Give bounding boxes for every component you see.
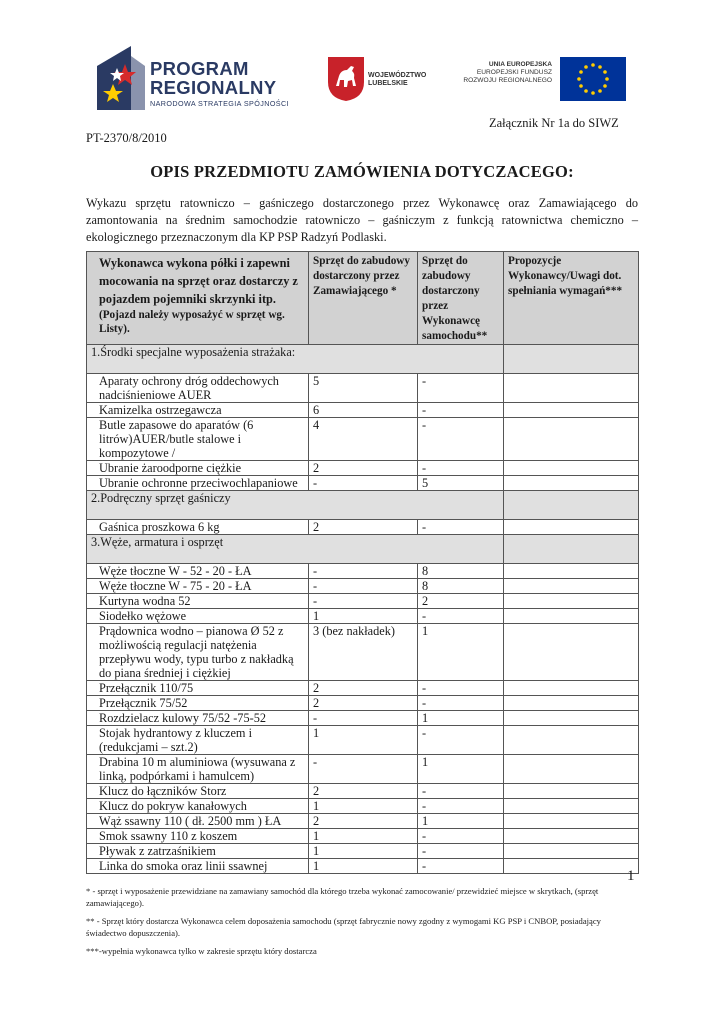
- header-col-client: [309, 252, 418, 345]
- item-name: Kamizelka ostrzegawcza: [87, 403, 309, 418]
- item-name: Przełącznik 75/52: [87, 696, 309, 711]
- contractor-quantity: 8: [418, 564, 504, 579]
- item-name: Stojak hydrantowy z kluczem i (redukcjami – szt.2): [87, 726, 309, 755]
- section-label: [87, 491, 504, 520]
- contractor-quantity: 1: [418, 755, 504, 784]
- header-col-remarks: [504, 252, 639, 345]
- table-row: [87, 814, 639, 829]
- equipment-table-body: [87, 252, 639, 874]
- section-label-text: 3.Węże, armatura i osprzęt: [91, 535, 224, 549]
- item-name: Ubranie żaroodporne ciężkie: [87, 461, 309, 476]
- client-quantity: 2: [309, 681, 418, 696]
- contractor-remarks: [504, 681, 639, 696]
- eu-logo-line3: ROZWOJU REGIONALNEGO: [463, 77, 552, 84]
- contractor-quantity: -: [418, 784, 504, 799]
- contractor-remarks: [504, 755, 639, 784]
- client-quantity: 2: [309, 696, 418, 711]
- footnote-1: * - sprzęt i wyposażenie przewidziane na zamawiany samochód dla którego trzeba wykonać zamocowanie/ przewidzieć miejsce w skrytkach, (sprzęt zamawiającego).: [86, 886, 599, 908]
- contractor-quantity: -: [418, 844, 504, 859]
- client-quantity: 4: [309, 418, 418, 461]
- item-name: Aparaty ochrony dróg oddechowych nadciśnieniowe AUER: [87, 374, 309, 403]
- equipment-table: [86, 251, 639, 874]
- contractor-remarks: [504, 711, 639, 726]
- table-row: [87, 726, 639, 755]
- client-quantity: 2: [309, 814, 418, 829]
- table-row: [87, 784, 639, 799]
- item-name: Smok ssawny 110 z koszem: [87, 829, 309, 844]
- contractor-remarks: [504, 784, 639, 799]
- contractor-remarks: [504, 461, 639, 476]
- client-quantity: 1: [309, 726, 418, 755]
- document-title: OPIS PRZEDMIOTU ZAMÓWIENIA DOTYCZACEGO:: [150, 162, 574, 181]
- item-name: Klucz do łączników Storz: [87, 784, 309, 799]
- client-quantity: -: [309, 594, 418, 609]
- table-row: [87, 696, 639, 711]
- table-row: [87, 476, 639, 491]
- eu-logo-line2: EUROPEJSKI FUNDUSZ: [476, 69, 552, 76]
- item-name: Klucz do pokryw kanałowych: [87, 799, 309, 814]
- contractor-quantity: -: [418, 374, 504, 403]
- contractor-quantity: -: [418, 609, 504, 624]
- contractor-quantity: 5: [418, 476, 504, 491]
- client-quantity: 1: [309, 799, 418, 814]
- contractor-remarks: [504, 374, 639, 403]
- item-name: Butle zapasowe do aparatów (6 litrów)AUER/butle stalowe i kompozytowe /: [87, 418, 309, 461]
- item-name: Węże tłoczne W - 52 - 20 - ŁA: [87, 564, 309, 579]
- contractor-quantity: -: [418, 829, 504, 844]
- contractor-remarks: [504, 403, 639, 418]
- contractor-quantity: -: [418, 681, 504, 696]
- contractor-quantity: -: [418, 859, 504, 874]
- reference-number: PT-2370/8/2010: [86, 131, 167, 145]
- contractor-remarks: [504, 859, 639, 874]
- item-name: Rozdzielacz kulowy 75/52 -75-52: [87, 711, 309, 726]
- section-header-row: [87, 491, 639, 520]
- table-row: [87, 624, 639, 681]
- contractor-remarks: [504, 696, 639, 711]
- contractor-remarks: [504, 726, 639, 755]
- table-row: [87, 829, 639, 844]
- contractor-quantity: -: [418, 799, 504, 814]
- annex-label: Załącznik Nr 1a do SIWZ: [489, 116, 619, 130]
- contractor-remarks: [504, 564, 639, 579]
- client-quantity: 1: [309, 829, 418, 844]
- contractor-remarks: [504, 814, 639, 829]
- contractor-remarks: [504, 579, 639, 594]
- contractor-quantity: 1: [418, 624, 504, 681]
- header-col3-text: Sprzęt do zabudowy dostarczony przez Wykonawcę samochodu**: [422, 255, 488, 342]
- client-quantity: -: [309, 755, 418, 784]
- header-col1-note: (Pojazd należy wyposażyć w sprzęt wg. Listy).: [99, 309, 285, 335]
- contractor-remarks: [504, 624, 639, 681]
- section-remarks-cell: [504, 491, 639, 520]
- item-name: Węże tłoczne W - 75 - 20 - ŁA: [87, 579, 309, 594]
- table-row: [87, 681, 639, 696]
- table-row: [87, 594, 639, 609]
- contractor-remarks: [504, 594, 639, 609]
- header-col-contractor: [418, 252, 504, 345]
- contractor-quantity: -: [418, 461, 504, 476]
- contractor-quantity: -: [418, 418, 504, 461]
- contractor-quantity: -: [418, 726, 504, 755]
- contractor-quantity: 1: [418, 711, 504, 726]
- section-header-row: [87, 345, 639, 374]
- table-header-row: [87, 252, 639, 345]
- table-row: [87, 711, 639, 726]
- client-quantity: 1: [309, 609, 418, 624]
- client-quantity: 1: [309, 844, 418, 859]
- section-remarks-cell: [504, 345, 639, 374]
- section-label-text: 1.Środki specjalne wyposażenia strażaka:: [91, 345, 296, 359]
- table-row: [87, 579, 639, 594]
- client-quantity: 1: [309, 859, 418, 874]
- contractor-quantity: 8: [418, 579, 504, 594]
- client-quantity: 5: [309, 374, 418, 403]
- client-quantity: -: [309, 476, 418, 491]
- contractor-remarks: [504, 476, 639, 491]
- client-quantity: 3 (bez nakładek): [309, 624, 418, 681]
- voivodeship-line2: LUBELSKIE: [368, 80, 408, 87]
- contractor-quantity: 2: [418, 594, 504, 609]
- table-row: [87, 799, 639, 814]
- item-name: Prądownica wodno – pianowa Ø 52 z możliwością regulacji natężenia przepływu wody, typu turbo z nakładką do piana średniej i ciężkiej: [87, 624, 309, 681]
- program-logo-subtitle: NARODOWA STRATEGIA SPÓJNOŚCI: [150, 99, 289, 108]
- program-logo-line1: PROGRAM: [150, 58, 249, 79]
- item-name: Kurtyna wodna 52: [87, 594, 309, 609]
- logo-grey-shape: [131, 56, 145, 110]
- header-col1-main: Wykonawca wykona półki i zapewni mocowania na sprzęt oraz dostarczy z pojazdem pojemniki skrzynki itp.: [99, 256, 298, 306]
- table-row: [87, 755, 639, 784]
- item-name: Drabina 10 m aluminiowa (wysuwana z linką, podpórkami i hamulcem): [87, 755, 309, 784]
- section-header-row: [87, 535, 639, 564]
- item-name: Gaśnica proszkowa 6 kg: [87, 520, 309, 535]
- table-row: [87, 859, 639, 874]
- voivodeship-line1: WOJEWÓDZTWO: [368, 72, 427, 79]
- client-quantity: 2: [309, 784, 418, 799]
- table-row: [87, 403, 639, 418]
- contractor-quantity: -: [418, 520, 504, 535]
- header-col2-text: Sprzęt do zabudowy dostarczony przez Zamawiającego *: [313, 255, 410, 297]
- section-label: [87, 535, 504, 564]
- intro-paragraph: Wykazu sprzętu ratowniczo – gaśniczego dostarczonego przez Wykonawcę oraz Zamawiającego do zamontowania na średnim samochodzie ratowniczo – gaśniczym z funkcją ratownictwa chemiczno – ekologicznego przeznaczonym dla KP PSP Radzyń Podlaski.: [86, 196, 638, 244]
- contractor-remarks: [504, 799, 639, 814]
- section-remarks-cell: [504, 535, 639, 564]
- header-col4-text: Propozycje Wykonawcy/Uwagi dot. spełniania wymagań***: [508, 255, 623, 297]
- eu-logo-line1: UNIA EUROPEJSKA: [488, 61, 552, 68]
- contractor-remarks: [504, 609, 639, 624]
- contractor-remarks: [504, 418, 639, 461]
- table-row: [87, 418, 639, 461]
- contractor-quantity: 1: [418, 814, 504, 829]
- item-name: Ubranie ochronne przeciwochlapaniowe: [87, 476, 309, 491]
- table-row: [87, 374, 639, 403]
- item-name: Przełącznik 110/75: [87, 681, 309, 696]
- item-name: Linka do smoka oraz linii ssawnej: [87, 859, 309, 874]
- table-row: [87, 520, 639, 535]
- table-row: [87, 461, 639, 476]
- client-quantity: -: [309, 564, 418, 579]
- client-quantity: 2: [309, 520, 418, 535]
- item-name: Pływak z zatrzaśnikiem: [87, 844, 309, 859]
- section-label-text: 2.Podręczny sprzęt gaśniczy: [91, 491, 231, 505]
- contractor-remarks: [504, 844, 639, 859]
- eu-flag-icon: [560, 57, 626, 101]
- contractor-quantity: -: [418, 696, 504, 711]
- section-label: [87, 345, 504, 374]
- client-quantity: 2: [309, 461, 418, 476]
- contractor-remarks: [504, 520, 639, 535]
- header-col-description: [87, 252, 309, 345]
- contractor-quantity: -: [418, 403, 504, 418]
- footnote-3: ***-wypełnia wykonawca tylko w zakresie sprzętu który dostarcza: [86, 946, 317, 956]
- lubelskie-coat-of-arms: [327, 56, 365, 102]
- table-row: [87, 844, 639, 859]
- page-number: 1: [627, 868, 635, 884]
- client-quantity: -: [309, 579, 418, 594]
- item-name: Siodełko wężowe: [87, 609, 309, 624]
- program-logo-line2: REGIONALNY: [150, 77, 277, 98]
- footnote-2: ** - Sprzęt który dostarcza Wykonawca celem doposażenia samochodu (sprzęt fabrycznie nowy zgodny z wymogami KG PSP i CNBOP, posiadający świadectwo dopuszczenia).: [86, 916, 601, 938]
- table-row: [87, 564, 639, 579]
- item-name: Wąż ssawny 110 ( dł. 2500 mm ) ŁA: [87, 814, 309, 829]
- client-quantity: -: [309, 711, 418, 726]
- table-row: [87, 609, 639, 624]
- client-quantity: 6: [309, 403, 418, 418]
- contractor-remarks: [504, 829, 639, 844]
